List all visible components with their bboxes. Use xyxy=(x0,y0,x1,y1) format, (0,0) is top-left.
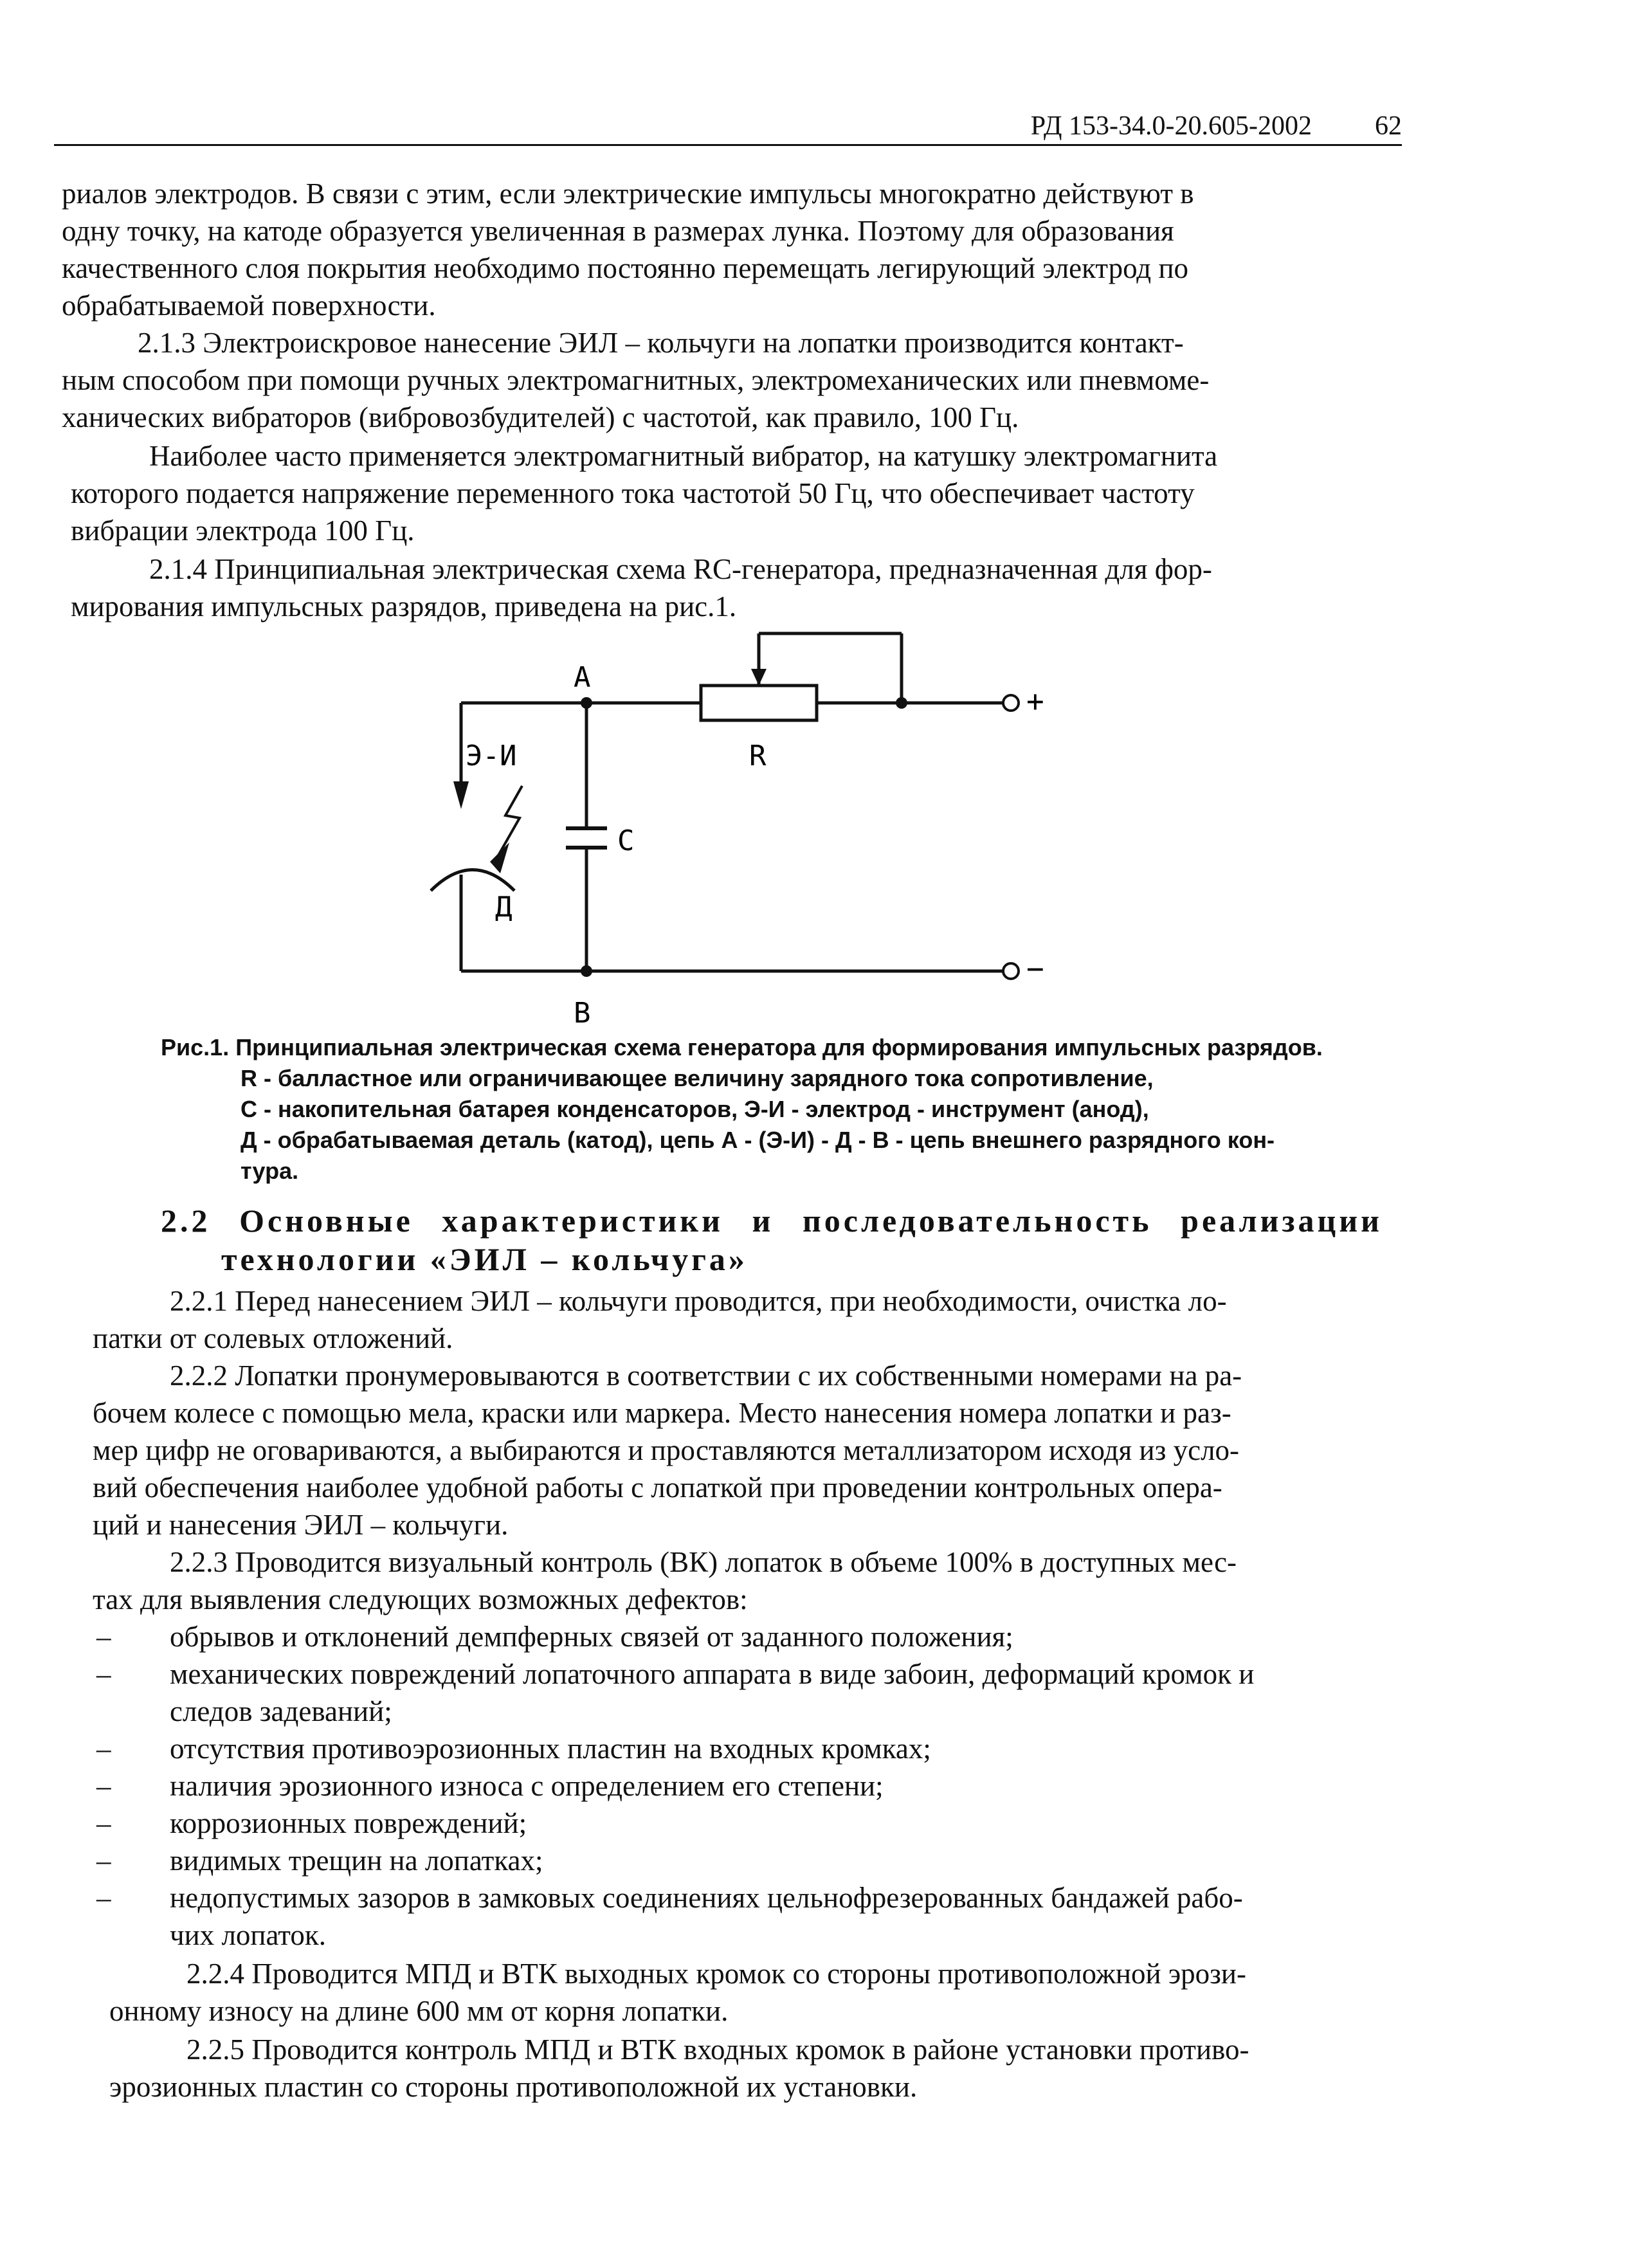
paragraph-line: ным способом при помощи ручных электромагнитных, электромеханических или пневмоме- xyxy=(62,364,1210,396)
list-dash: – xyxy=(96,1770,111,1802)
list-dash: – xyxy=(96,1844,111,1877)
paragraph-line: тах для выявления следующих возможных дефектов: xyxy=(93,1583,748,1615)
section-heading-continued: технологии «ЭИЛ – кольчуга» xyxy=(221,1241,748,1277)
node-label-a: А xyxy=(574,661,591,694)
workpiece-arc xyxy=(431,870,514,891)
figure-caption-line: R - балластное или ограничивающее величину зарядного тока сопротивление, xyxy=(241,1065,1154,1091)
electrode-label: Э-И xyxy=(466,740,517,772)
list-item-text: коррозионных повреждений; xyxy=(170,1807,527,1839)
list-dash: – xyxy=(96,1658,111,1690)
paragraph-line: мер цифр не оговариваются, а выбираются и проставляются металлизатором исходя из усло- xyxy=(93,1434,1240,1466)
minus-terminal xyxy=(1003,963,1019,979)
minus-label: − xyxy=(1026,951,1044,986)
spark-zigzag xyxy=(498,786,522,855)
paragraph-line: риалов электродов. В связи с этим, если электрические импульсы многократно действуют в xyxy=(62,177,1194,210)
node-label-b: В xyxy=(574,997,591,1030)
list-dash: – xyxy=(96,1733,111,1765)
paragraph-line: вий обеспечения наиболее удобной работы с лопаткой при проведении контрольных опера- xyxy=(93,1471,1222,1504)
wiper-arrow-icon xyxy=(751,669,767,686)
workpiece-label: Д xyxy=(495,891,513,923)
list-dash: – xyxy=(96,1882,111,1914)
figure-caption-line: тура. xyxy=(241,1158,299,1184)
list-item-text: механических повреждений лопаточного аппарата в виде забоин, деформаций кромок и xyxy=(170,1658,1255,1690)
paragraph-line: 2.1.3 Электроискровое нанесение ЭИЛ – кольчуги на лопатки производится контакт- xyxy=(138,327,1184,359)
list-item-text: следов задеваний; xyxy=(170,1695,392,1727)
resistor-r xyxy=(701,686,817,720)
paragraph-line: 2.2.1 Перед нанесением ЭИЛ – кольчуги проводится, при необходимости, очистка ло- xyxy=(170,1285,1227,1317)
figure-caption-line: Д - обрабатываемая деталь (катод), цепь А - (Э-И) - Д - В - цепь внешнего разрядного кон- xyxy=(241,1127,1275,1153)
paragraph-line: мирования импульсных разрядов, приведена на рис.1. xyxy=(71,590,737,623)
electrode-arrow-icon xyxy=(453,781,469,809)
junction-a xyxy=(581,697,592,709)
paragraph-line: ханических вибраторов (вибровозбудителей) с частотой, как правило, 100 Гц. xyxy=(62,401,1019,433)
capacitor-label: С xyxy=(617,824,635,857)
resistor-label: R xyxy=(749,740,767,772)
spark-arrow-icon xyxy=(490,842,509,873)
junction-wiper xyxy=(896,697,907,709)
paragraph-line: одну точку, на катоде образуется увеличенная в размерах лунка. Поэтому для образования xyxy=(62,215,1174,247)
page-number: 62 xyxy=(1375,111,1402,141)
paragraph-line: которого подается напряжение переменного тока частотой 50 Гц, что обеспечивает частоту xyxy=(71,477,1195,509)
document-code: РД 153-34.0-20.605-2002 xyxy=(1030,111,1312,141)
paragraph-line: Наиболее часто применяется электромагнитный вибратор, на катушку электромагнита xyxy=(149,440,1218,472)
list-dash: – xyxy=(96,1621,111,1653)
paragraph-line: 2.1.4 Принципиальная электрическая схема RC-генератора, предназначенная для фор- xyxy=(149,553,1212,585)
paragraph-line: 2.2.2 Лопатки пронумеровываются в соответствии с их собственными номерами на ра- xyxy=(170,1360,1242,1392)
list-item-text: чих лопаток. xyxy=(170,1919,326,1951)
list-item-text: видимых трещин на лопатках; xyxy=(170,1844,543,1877)
list-dash: – xyxy=(96,1807,111,1839)
figure-caption-line: С - накопительная батарея конденсаторов, Э-И - электрод - инструмент (анод), xyxy=(241,1096,1149,1122)
plus-terminal xyxy=(1003,695,1019,711)
paragraph-line: патки от солевых отложений. xyxy=(93,1322,453,1354)
list-item-text: наличия эрозионного износа с определением его степени; xyxy=(170,1770,884,1802)
paragraph-line: эрозионных пластин со стороны противоположной их установки. xyxy=(109,2071,918,2103)
list-item-text: отсутствия противоэрозионных пластин на входных кромках; xyxy=(170,1733,931,1765)
section-heading: 2.2 Основные характеристики и последовательность реализации xyxy=(161,1203,1383,1239)
paragraph-line: бочем колесе с помощью мела, краски или маркера. Место нанесения номера лопатки и раз- xyxy=(93,1397,1231,1429)
paragraph-line: 2.2.3 Проводится визуальный контроль (ВК) лопаток в объеме 100% в доступных мес- xyxy=(170,1546,1237,1578)
paragraph-line: 2.2.4 Проводится МПД и ВТК выходных кромок со стороны противоположной эрози- xyxy=(186,1958,1246,1990)
paragraph-line: вибрации электрода 100 Гц. xyxy=(71,514,415,547)
list-item-text: обрывов и отклонений демпферных связей от заданного положения; xyxy=(170,1621,1013,1653)
paragraph-line: обрабатываемой поверхности. xyxy=(62,289,436,322)
junction-b xyxy=(581,965,592,977)
paragraph-line: качественного слоя покрытия необходимо постоянно перемещать легирующий электрод по xyxy=(62,252,1189,284)
paragraph-line: онному износу на длине 600 мм от корня лопатки. xyxy=(109,1995,729,2027)
paragraph-line: 2.2.5 Проводится контроль МПД и ВТК входных кромок в районе установки противо- xyxy=(186,2033,1249,2066)
paragraph-line: ций и нанесения ЭИЛ – кольчуги. xyxy=(93,1509,509,1541)
list-item-text: недопустимых зазоров в замковых соединениях цельнофрезерованных бандажей рабо- xyxy=(170,1882,1243,1914)
figure-caption-line: Рис.1. Принципиальная электрическая схема генератора для формирования импульсных разрядов. xyxy=(161,1034,1323,1060)
plus-label: + xyxy=(1026,684,1044,718)
